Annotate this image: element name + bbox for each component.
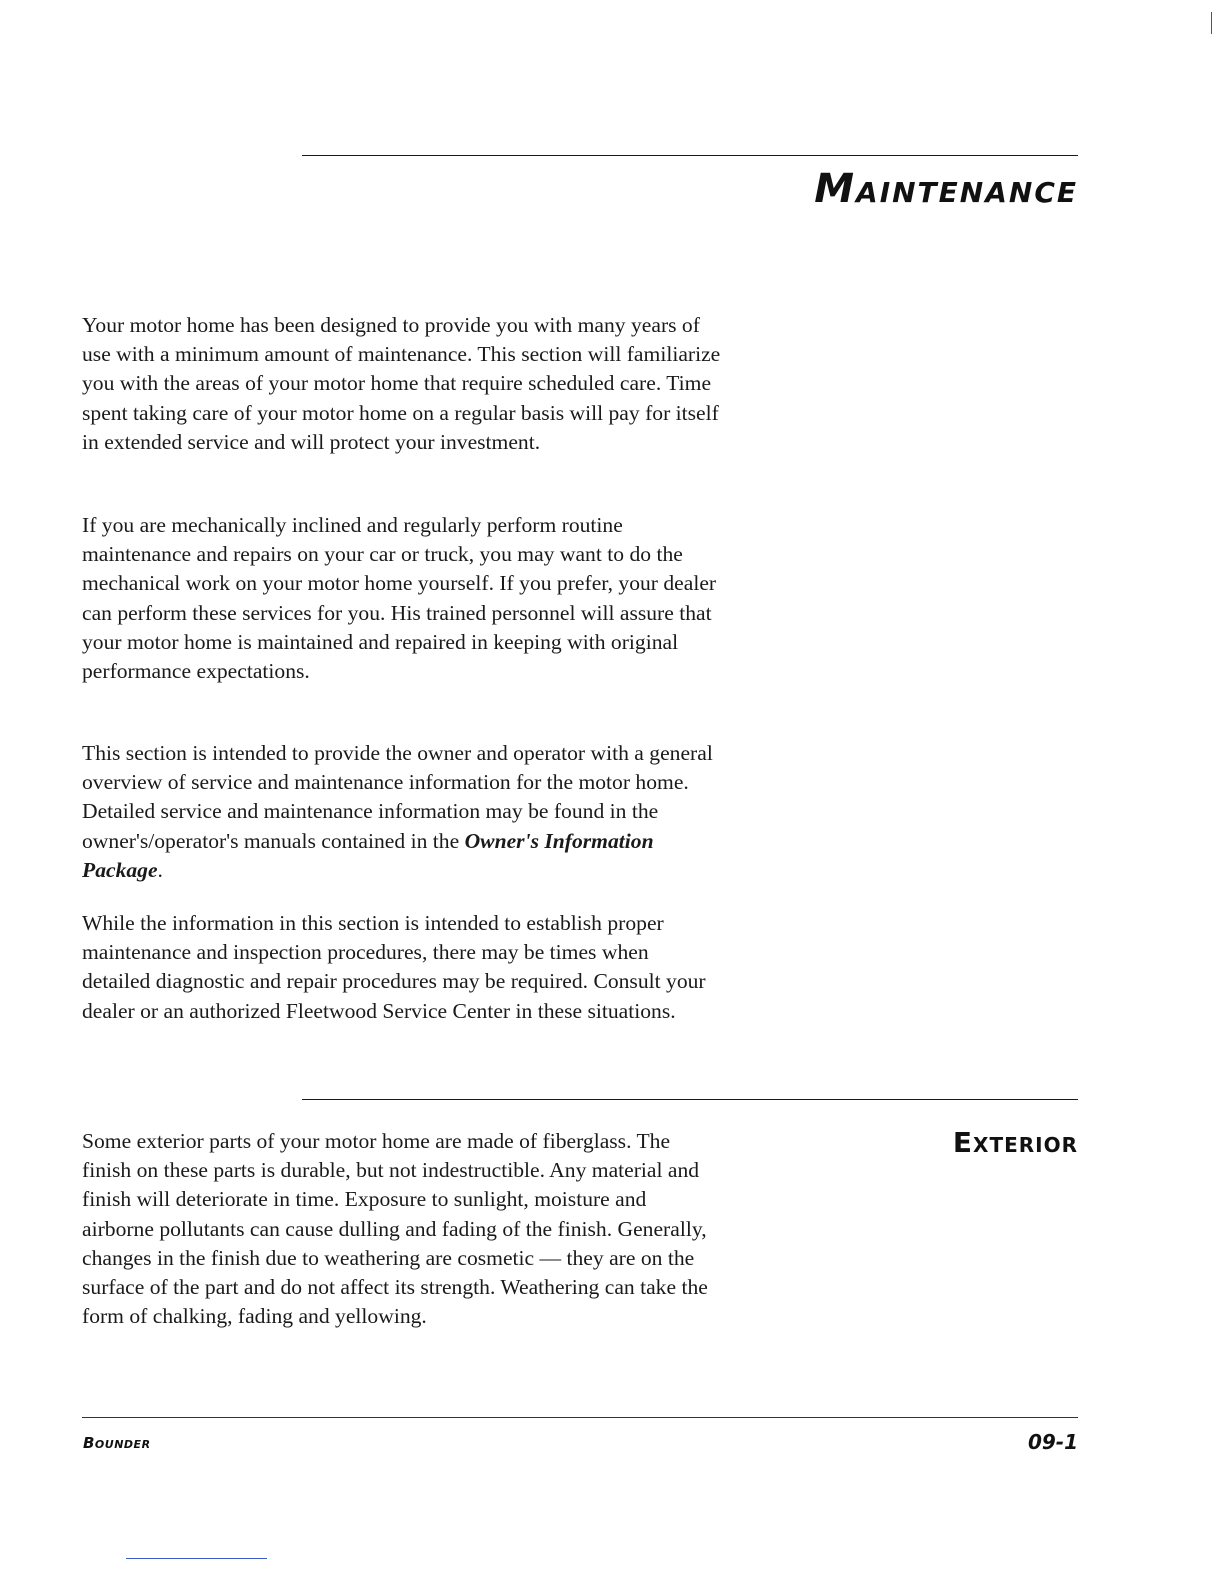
intro-paragraph-4: While the information in this section is intended to establish proper maintenance and inspection procedures, there may be times when detailed diagnostic and repair procedures may be required. Consult your dealer or an authorized Fleetwood Service Center in these situations. <box>82 911 706 1023</box>
section-rule <box>302 1099 1078 1100</box>
page-title: Maintenance <box>814 166 1078 212</box>
footer-manual-name: Bounder <box>83 1434 151 1452</box>
bottom-blue-line <box>126 1558 267 1559</box>
intro-paragraph-2: If you are mechanically inclined and regularly perform routine maintenance and repairs on your car or truck, you may want to do the mechanical work on your motor home yourself. If you prefer, your dealer can perform these services for you. His trained personnel will assure that your motor home is maintained and repaired in keeping with original performance expectations. <box>82 513 717 684</box>
footer-page-number: 09-1 <box>1027 1430 1078 1454</box>
title-rule <box>302 155 1078 156</box>
intro-paragraph-3: This section is intended to provide the owner and operator with a general overview of service and maintenance information for the motor home. Detailed service and maintenance information may be found in the owner's/operator's manuals contained in the Owner's Information Package. <box>82 741 713 882</box>
owners-information-package-emphasis: Owner's Information Package <box>82 828 654 882</box>
intro-paragraph-3-text: This section is intended to provide the owner and operator with a general overview of service and maintenance information for the motor home. Detailed service and maintenance information may be found in the owner's/operator's manuals contained in the <box>82 741 713 853</box>
section-heading-exterior: Exterior <box>952 1126 1078 1159</box>
scan-corner-mark <box>1211 12 1212 34</box>
footer-rule <box>82 1417 1078 1418</box>
intro-paragraph-1: Your motor home has been designed to provide you with many years of use with a minimum amount of maintenance. This section will familiarize you with the areas of your motor home that require scheduled care. Time spent taking care of your motor home on a regular basis will pay for itself in extended service and will protect your investment. <box>82 313 721 454</box>
exterior-paragraph: Some exterior parts of your motor home are made of fiberglass. The finish on these parts is durable, but not indestructible. Any material and finish will deteriorate in time. Exposure to sunlight, moisture and airborne pollutants can cause dulling and fading of the finish. Generally, changes in the finish due to weathering are cosmetic — they are on the surface of the part and do not affect its strength. Weathering can take the form of chalking, fading and yellowing. <box>82 1129 708 1329</box>
